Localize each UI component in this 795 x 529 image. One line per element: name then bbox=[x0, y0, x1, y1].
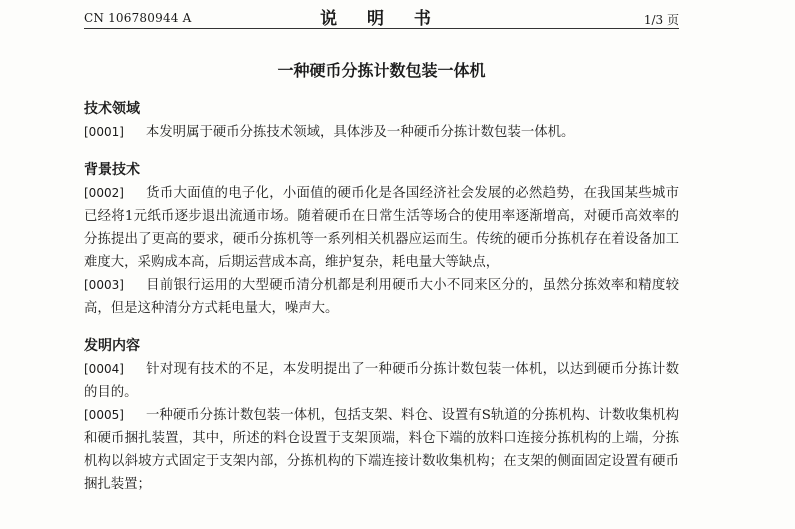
paragraph-number: [0002] bbox=[84, 186, 124, 200]
paragraph-number: [0004] bbox=[84, 362, 124, 376]
paragraph-0001 bbox=[84, 121, 679, 144]
document-title: 一种硬币分拣计数包装一体机 bbox=[277, 61, 486, 80]
section-heading: 发明内容 bbox=[84, 338, 140, 354]
paragraph-text: 针对现有技术的不足，本发明提出了一种硬币分拣计数包装一体机，以达到硬币分拣计数的目的。 bbox=[84, 362, 679, 400]
document-body bbox=[84, 97, 679, 496]
paragraph-text: 本发明属于硬币分拣技术领域，具体涉及一种硬币分拣计数包装一体机。 bbox=[145, 125, 575, 140]
paragraph-0005 bbox=[84, 404, 679, 496]
page-header bbox=[84, 0, 679, 29]
section-summary bbox=[84, 334, 679, 496]
paragraph-0003 bbox=[84, 274, 679, 320]
paragraph-number: [0001] bbox=[84, 125, 124, 139]
paragraph-text: 货币大面值的电子化，小面值的硬币化是各国经济社会发展的必然趋势，在我国某些城市已经将1元纸币逐步退出流通市场。随着硬币在日常生活等场合的使用率逐渐增高，对硬币高效率的分拣提出了更高的要求，硬币分拣机等一系列相关机器应运而生。传统的硬币分拣机存在着设备加工难度大，采购成本高，后期运营成本高，维护复杂，耗电量大等缺点， bbox=[84, 186, 679, 270]
paragraph-0004 bbox=[84, 358, 679, 404]
section-heading: 技术领域 bbox=[84, 101, 140, 117]
section-background bbox=[84, 158, 679, 320]
paragraph-number: [0005] bbox=[84, 408, 124, 422]
section-heading: 背景技术 bbox=[84, 162, 140, 178]
paragraph-number: [0003] bbox=[84, 278, 124, 292]
paragraph-0002 bbox=[84, 182, 679, 274]
paragraph-text: 目前银行运用的大型硬币清分机都是利用硬币大小不同来区分的，虽然分拣效率和精度较高，但是这种清分方式耗电量大，噪声大。 bbox=[84, 278, 679, 316]
patent-number: CN 106780944 A bbox=[84, 11, 192, 25]
page-indicator: 1/3 页 bbox=[643, 13, 679, 27]
document-type-label: 说 明 书 bbox=[320, 9, 443, 29]
paragraph-text: 一种硬币分拣计数包装一体机，包括支架、料仓、设置有S轨道的分拣机构、计数收集机构和硬币捆扎装置，其中，所述的料仓设置于支架顶端，料仓下端的放料口连接分拣机构的上端，分拣机构以斜坡方式固定于支架内部，分拣机构的下端连接计数收集机构；在支架的侧面固定设置有硬币捆扎装置； bbox=[84, 408, 679, 492]
section-technical-field bbox=[84, 97, 679, 144]
